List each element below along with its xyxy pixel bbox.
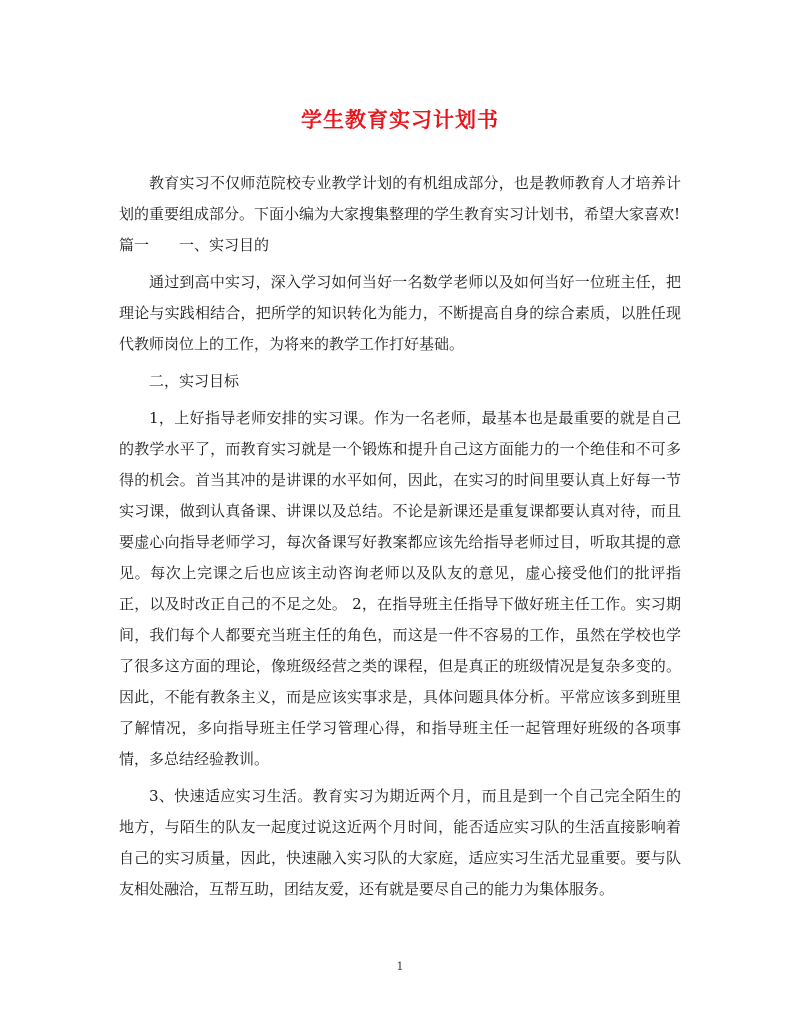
goal-1-2-paragraph: 1，上好指导老师安排的实习课。作为一名老师，最基本也是最重要的就是自己的教学水平了，而教育实习就是一个锻炼和提升自己这方面能力的一个绝佳和不可多得的机会。首当其冲的是讲课的水平如何，因此，在实习的时间里要认真上好每一节实习课，做到认真备课、讲课以及总结。不论是新课还是重复课都要认真对待，而且要虚心向指导老师学习，每次备课写好教案都应该先给指导老师过目，听取其提的意见。每次上完课之后也应该主动咨询老师以及队友的意见，虚心接受他们的批评指正，以及时改正自己的不足之处。 2，在指导班主任指导下做好班主任工作。实习期间，我们每个人都要充当班主任的角色，而这是一件不容易的工作，虽然在学校也学了很多这方面的理论，像班级经营之类的课程，但是真正的班级情况是复杂多变的。因此，不能有教条主义，而是应该实事求是，具体问题具体分析。平常应该多到班里了解情况，多向指导班主任学习管理心得，和指导班主任一起管理好班级的各项事情，多总结经验教训。 xyxy=(119,409,681,768)
document-body xyxy=(119,168,681,905)
document-title: 学生教育实习计划书 xyxy=(301,107,499,132)
page-number: 1 xyxy=(396,960,404,973)
section-heading: 一、实习目的 xyxy=(179,236,270,254)
intro-paragraph: 教育实习不仅师范院校专业教学计划的有机组成部分，也是教师教育人才培养计划的重要组成部分。下面小编为大家搜集整理的学生教育实习计划书，希望大家喜欢! xyxy=(119,174,681,223)
goal-3-paragraph: 3、快速适应实习生活。教育实习为期近两个月，而且是到一个自己完全陌生的地方，与陌生的队友一起度过说这近两个月时间，能否适应实习队的生活直接影响着自己的实习质量，因此，快速融入实习队的大家庭，适应实习生活尤显重要。要与队友相处融洽，互帮互助，团结友爱，还有就是要尽自己的能力为集体服务。 xyxy=(119,787,681,898)
section-label: 篇一 xyxy=(119,236,150,254)
goals-heading: 二，实习目标 xyxy=(149,372,240,390)
purpose-paragraph: 通过到高中实习，深入学习如何当好一名数学老师以及如何当好一位班主任，把理论与实践相结合，把所学的知识转化为能力，不断提高自身的综合素质，以胜任现代教师岗位上的工作，为将来的教学工作打好基础。 xyxy=(119,273,681,353)
section-heading-line xyxy=(119,230,681,261)
